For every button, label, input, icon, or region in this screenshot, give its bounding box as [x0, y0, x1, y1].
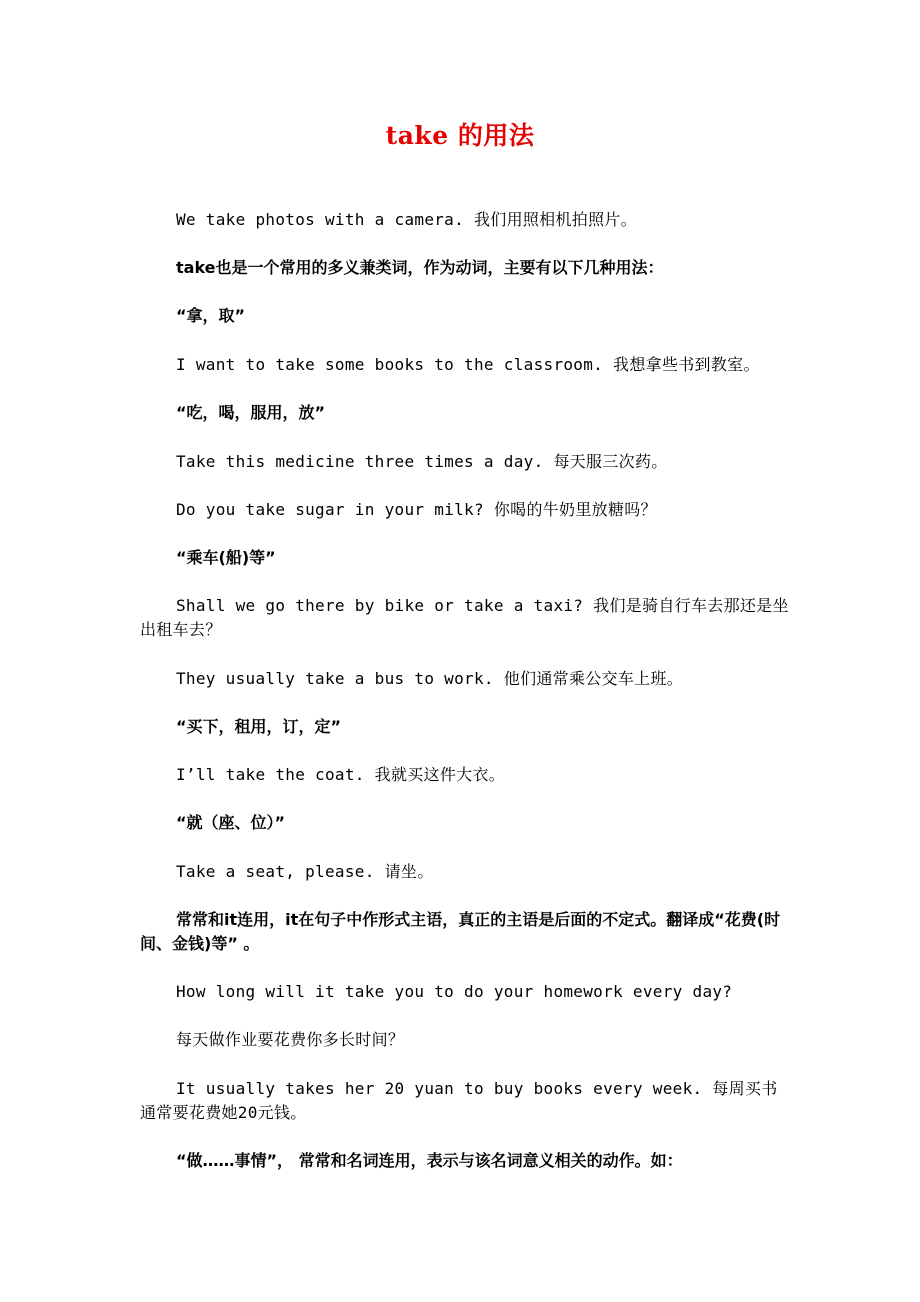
paragraph-example-yuan: It usually takes her 20 yuan to buy books every week. 每周买书通常要花费她20元钱。 — [140, 1079, 778, 1122]
heading-take-ride: “乘车(船)等” — [176, 548, 276, 567]
paragraph-example-homework-translation: 每天做作业要花费你多长时间？ — [176, 1030, 405, 1049]
heading-take-bring: “拿，取” — [176, 306, 246, 325]
paragraph-it-usage: 常常和it连用，it在句子中作形式主语，真正的主语是后面的不定式。翻译成“花费(时间、金钱)等” 。 — [140, 910, 781, 953]
heading-take-buy-rent: “买下，租用，订，定” — [176, 717, 342, 736]
heading-take-seat: “就（座、位）” — [176, 813, 286, 832]
paragraph-example-seat: Take a seat, please. 请坐。 — [176, 862, 434, 881]
document-title: take 的用法 — [385, 121, 535, 150]
paragraph-example-sugar: Do you take sugar in your milk? 你喝的牛奶里放糖吗？ — [176, 500, 657, 519]
paragraph-example-medicine: Take this medicine three times a day. 每天服三次药。 — [176, 452, 668, 471]
paragraph-intro: take也是一个常用的多义兼类词，作为动词，主要有以下几种用法： — [176, 258, 664, 277]
heading-take-eat-drink: “吃，喝，服用，放” — [176, 403, 326, 422]
heading-take-do: “做……事情”， 常常和名词连用，表示与该名词意义相关的动作。如： — [176, 1151, 683, 1170]
paragraph-example-camera: We take photos with a camera. 我们用照相机拍照片。 — [176, 210, 637, 229]
paragraph-example-coat: I’ll take the coat. 我就买这件大衣。 — [176, 765, 506, 784]
paragraph-example-homework: How long will it take you to do your homework every day? — [176, 982, 733, 1001]
paragraph-example-taxi: Shall we go there by bike or take a taxi? 我们是骑自行车去那还是坐出租车去？ — [140, 596, 789, 639]
paragraph-example-books: I want to take some books to the classroom. 我想拿些书到教室。 — [176, 355, 760, 374]
paragraph-example-bus: They usually take a bus to work. 他们通常乘公交车上班。 — [176, 669, 684, 688]
